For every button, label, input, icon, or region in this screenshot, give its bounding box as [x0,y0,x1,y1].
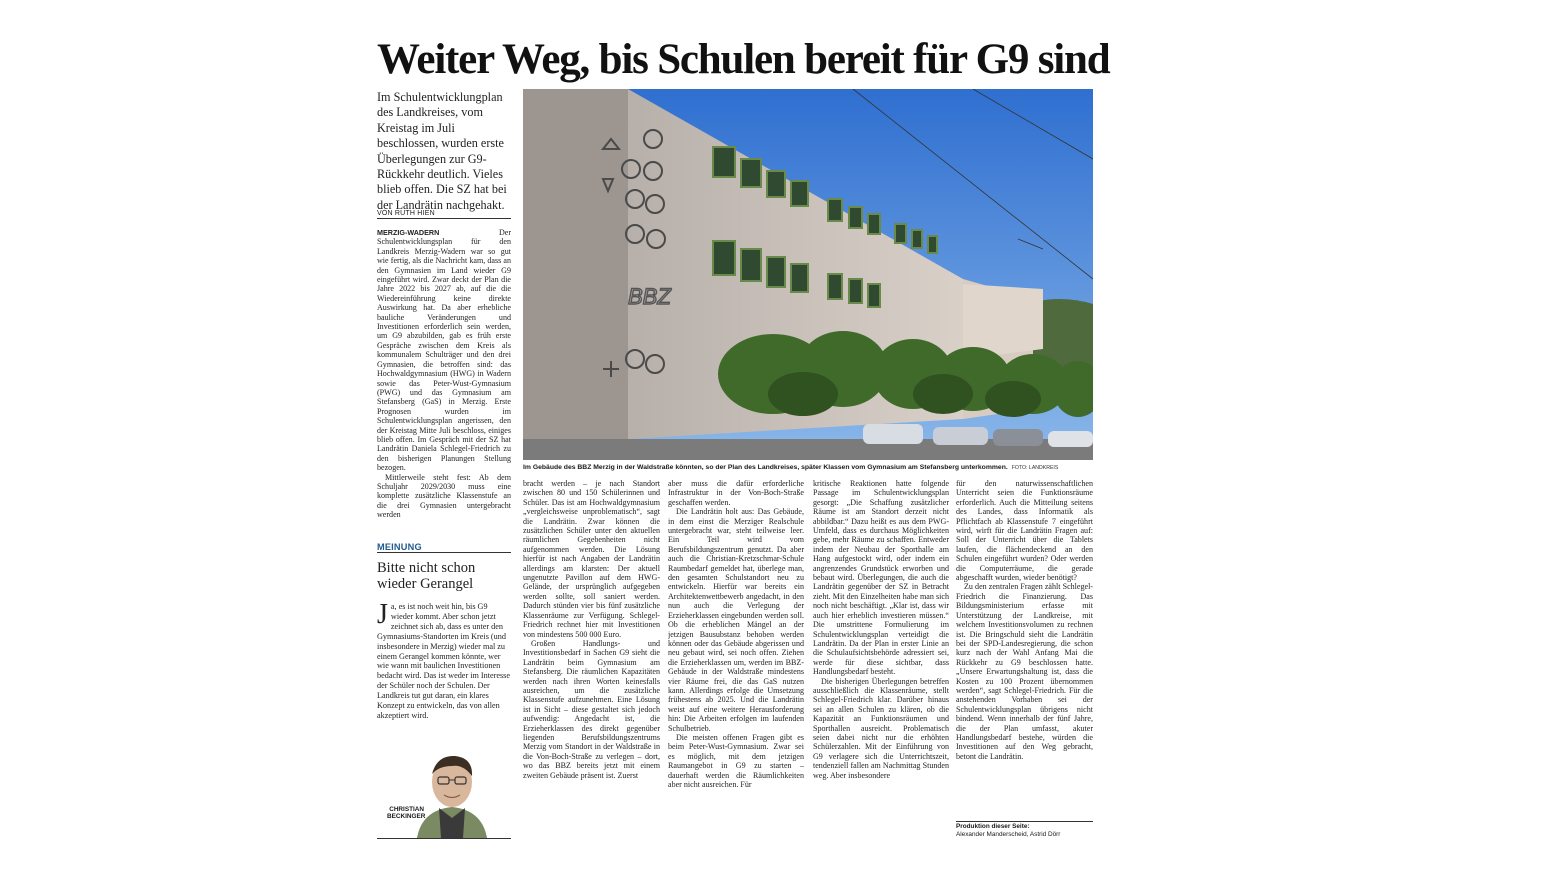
article-paragraph: Die Landrätin holt aus: Das Gebäude, in dem einst die Merziger Realschule untergebracht war, steht teilweise leer. Ein Teil wird vom Berufsbildungszentrum genutzt. Da aber auch die Christian-Kretzschmar-Schule Raumbedarf gemeldet hat, überlege man, den gesamten Schulstandort neu zu entwickeln. Hierfür war bereits ein Architektenwettbewerb angedacht, in den nun auch die Verlegung der Erzieherklassen eingebunden werden soll. Ob die erheblichen Mängel an der jetzigen Bausubstanz behoben werden können oder das Gebäude abgerissen und neu gebaut wird, sei noch offen. Ziehen die Erzieherklassen um, werden im BBZ-Gebäude in der Waldstraße mindestens vier Räume frei, die das GaS nutzen kann. Allerdings erfolge die Umsetzung frühestens ab 2025. Und die Landrätin weist auf eine weitere Herausforderung hin: Die Arbeiten erfolgen im laufenden Schulbetrieb. [668,507,804,733]
author-portrait [377,752,511,838]
article-paragraph: für den naturwissenschaftlichen Unterricht seien die Funktionsräume erforderlich. Auch die Mitteilung seitens des Landes, dass Informatik als Pflichtfach ab Klassenstufe 7 eingeführt wird, wirft für die Landrätin Fragen auf: Soll der Unterricht über die Tablets laufen, die flächendeckend an den Schulen eingeführt wurden? Oder werden die Computerräume, die gerade abgeschafft wurden, wieder benötigt? [956,479,1093,583]
article-paragraph: Großen Handlungs- und Investitionsbedarf in Sachen G9 sieht die Landrätin beim Gymnasium am Stefansberg. Die räumlichen Kapazitäten werden nach ihren Worten keinesfalls ausreichen, um die zusätzliche Klassenstufe aufzunehmen. Eine Lösung ist in Sicht – diese gestaltet sich jedoch aufwendig: Angedacht ist, die Erzieherklassen des direkt gegenüber liegenden Berufsbildungszentrums Merzig vom Standort in der Waldstraße in die Von-Boch-Straße zu verlegen – dort, wo das BBZ bereits jetzt mit einem zweiten Gebäude präsent ist. Zuerst [523,638,660,780]
article-paragraph: Mittlerweile steht fest: Ab dem Schuljahr 2029/2030 muss eine komplette zusätzliche Klassenstufe an die drei Gymnasien untergebracht werden [377,472,511,520]
article-column-4 [813,479,949,839]
production-credit [956,821,1093,839]
caption-text: Im Gebäude des BBZ Merzig in der Waldstraße könnten, so der Plan des Landkreises, später Klassen vom Gymnasium am Stefansberg unterkommen. [523,464,1008,471]
article-paragraph: kritische Reaktionen hatte folgende Passage im Schulentwicklungsplan gesorgt: „Die Schaffung zusätzlicher Räume ist am Standort derzeit nicht abbildbar.“ Dazu heißt es aus dem PWG-Umfeld, dass es durchaus Möglichkeiten gebe, mehr Räume zu schaffen. Entweder indem der Neubau der Sporthalle am Hang aufgestockt wird, oder indem ein angrenzendes Grundstück erworben und bebaut wird. Überlegungen, die auch die Landrätin gegenüber der SZ in Betracht zieht. Mit den Einzelheiten habe man sich noch nicht beschäftigt. „Klar ist, dass wir auch hier erheblich investieren müssen.“ Die umstrittene Formulierung im Schulentwicklungsplan verteidigt die Landrätin. Da der Plan in erster Linie an die Schulaufsichtsbehörde adressiert sei, werde für diese sichtbar, dass Handlungsbedarf besteht. [813,479,949,677]
article-paragraph: MERZIG-WADERN Der Schulentwicklungsplan für den Landkreis Merzig-Wadern war so gut wie fertig, als die Nachricht kam, dass an den Gymnasien im Land wieder G9 eingeführt wird. Zwar deckt der Plan die Jahre 2022 bis 2027 ab, auf die die Wiedereinführung keine direkte Auswirkung hat. Da aber erhebliche bauliche Veränderungen und Investitionen erforderlich sein werden, um G9 abzubilden, gab es früh erste Gespräche zwischen dem Kreis als kommunalem Schulträger und den drei Gymnasien, die betroffen sind: das Hochwaldgymnasium (HWG) in Wadern sowie das Peter-Wust-Gymnasium (PWG) und das Gymnasium am Stefansberg (GaS) in Merzig. Erste Prognosen wurden im Schulentwicklungsplan angerissen, den der Kreistag Mitte Juli beschloss, einiges blieb offen. Im Gespräch mit der SZ hat Landrätin Daniela Schlegel-Friedrich zu den bisherigen Planungen Stellung bezogen. [377,228,511,473]
wall-letters: BBZ [628,284,671,309]
article-column-3 [668,479,804,839]
opinion-kicker: MEINUNG [377,542,422,552]
photo-credit: FOTO: LANDKREIS [1011,465,1059,471]
article-column-1 [377,228,511,534]
article-paragraph: aber muss die dafür erforderliche Infrastruktur in der Von-Boch-Straße geschaffen werden. [668,479,804,507]
production-names: Alexander Manderscheid, Astrid Dörr [956,831,1061,838]
article-column-5 [956,479,1093,819]
opinion-title: Bitte nicht schon wieder Gerangel [377,560,476,592]
article-paragraph: Die bisherigen Überlegungen betreffen ausschließlich die Klassenräume, stellt Schlegel-Friedrich klar. Darüber hinaus sei an allen Schulen zu klären, ob die Kapazität an Funktionsräumen und Sporthallen ausreicht. Problematisch seien dabei nicht nur die erhöhten Schülerzahlen. Mit der Einführung von G9 verlagere sich die Unterrichtszeit, tendenziell fallen am Nachmittag Stunden weg. Aber insbesondere [813,676,949,780]
dateline: MERZIG-WADERN [377,228,440,237]
headline: Weiter Weg, bis Schulen bereit für G9 sind [377,36,1110,83]
article-paragraph: Die meisten offenen Fragen gibt es beim Peter-Wust-Gymnasium. Zwar sei es möglich, mit dem jetzigen Raumangebot in G9 zu starten – dauerhaft werden die Räumlichkeiten aber nicht ausreichen. Für [668,732,804,789]
byline: VON RUTH HIEN [377,210,511,219]
article-paragraph: bracht werden – je nach Standort zwischen 80 und 150 Schülerinnen und Schüler. Das ist am Hochwaldgymnasium „vergleichsweise unproblematisch“, sagt die Landrätin. Zwar können die zusätzlichen Schüler unter den aktuellen räumlichen Gegebenheiten nicht aufgenommen werden. Die Lösung hierfür ist nach Angaben der Landrätin allerdings am klarsten: Der aktuell ungenutzte Pavillon auf dem HWG-Gelände, der ursprünglich aufgegeben werden sollte, soll saniert werden. Dadurch stünden vier bis fünf zusätzliche Klassenräume zur Verfügung. Schlegel-Friedrich rechnet hier mit Investitionen von mindestens 500 000 Euro. [523,479,660,639]
newspaper-page [377,30,1110,845]
photo-caption [523,463,1093,473]
opinion-bottom-rule [377,838,511,839]
opinion-divider [377,552,511,553]
author-name: CHRISTIAN BECKINGER [387,806,426,821]
article-column-2 [523,479,660,839]
dropcap: J [377,599,388,630]
opinion-text: Ja, es ist noch weit hin, bis G9 wieder kommt. Aber schon jetzt zeichnet sich ab, dass es unter den Gymnasiums-Standorten im Kreis (und insbesondere in Merzig) wieder mal zu einem Gerangel kommen könnte, wer wie wann mit baulichen Investitionen bedacht wird. Das ist weder im Interesse der Schüler noch der Schulen. Der Landkreis tut gut daran, ein klares Konzept zu entwickeln, das von allen akzeptiert wird. [377,599,511,720]
school-building-photo [523,89,1093,460]
production-label: Produktion dieser Seite: [956,823,1030,830]
lead-paragraph: Im Schulentwicklungplan des Landkreises, vom Kreistag im Juli beschlossen, wurden erste Überlegungen zur G9-Rückkehr deutlich. Vieles blieb offen. Die SZ hat bei der Landrätin nachgehakt. [377,90,507,212]
article-paragraph: Zu den zentralen Fragen zählt Schlegel-Friedrich die Finanzierung. Das Bildungsministerium erfasse mit Unterstützung der Landkreise, mit welchem Investitionsvolumen zu rechnen ist. Die Bringschuld sieht die Landrätin bei der SPD-Landesregierung, die schon kurz nach der Wahl Anfang Mai die Rückkehr zu G9 beschlossen hatte. „Unsere Erwartungshaltung ist, dass die Kosten zu 100 Prozent übernommen werden“, sagt Schlegel-Friedrich. Für die anstehenden Vorhaben sei der Schulentwicklungsplan übrigens nicht bindend. Wenn innerhalb der fünf Jahre, die der Plan umfasst, akuter Handlungsbedarf bestehe, würden die Investitionen auf den Weg gebracht, betont die Landrätin. [956,582,1093,761]
